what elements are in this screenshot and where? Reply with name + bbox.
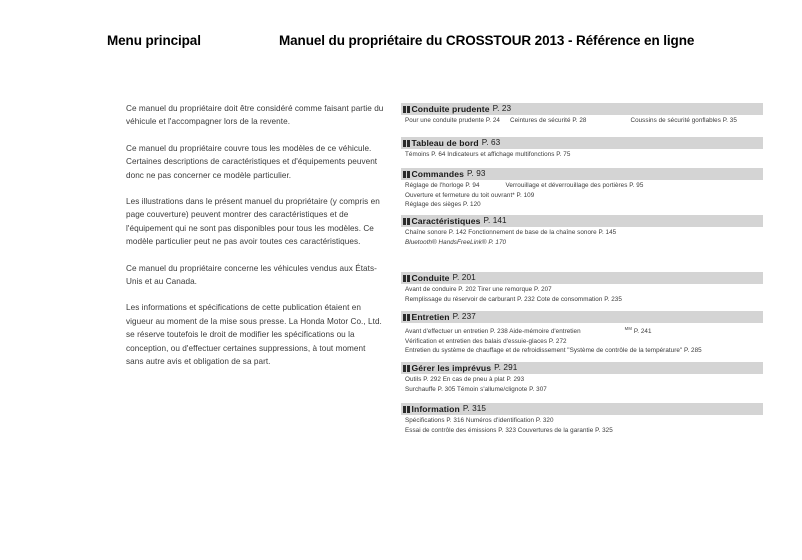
toc-subitem-row[interactable]	[405, 295, 763, 305]
toc-subitem-list	[401, 227, 763, 247]
toc-section-page: P. 291	[494, 363, 518, 372]
toc-section-title: Information	[411, 404, 460, 414]
toc-section[interactable]	[401, 103, 763, 126]
table-of-contents	[401, 103, 763, 443]
toc-section-title: Tableau de bord	[411, 138, 479, 148]
toc-subitem-label: Outils P. 292 En cas de pneu à plat P. 293	[405, 376, 525, 383]
toc-section-title: Conduite prudente	[411, 104, 490, 114]
section-marker-icon	[403, 106, 410, 113]
toc-subitem-label: Réglage des sièges P. 120	[405, 201, 481, 209]
toc-section[interactable]	[401, 403, 763, 435]
toc-subitem-row[interactable]	[405, 375, 763, 385]
maintenance-minder-icon: MM	[624, 326, 633, 331]
toc-subitem-row[interactable]	[405, 324, 763, 337]
toc-section-title: Entretien	[411, 312, 450, 322]
section-marker-icon	[403, 365, 410, 372]
toc-subitem-row[interactable]	[405, 150, 763, 160]
section-marker-icon	[403, 218, 410, 225]
intro-text-column	[126, 102, 384, 369]
toc-subitem-label: Remplissage du réservoir de carburant P. 232 Cote de consommation P. 235	[405, 295, 622, 303]
toc-subitem-label: Coussins de sécurité gonflables P. 35	[630, 117, 737, 124]
intro-paragraph: Les informations et spécifications de cette publication étaient en vigueur au moment de la mise sous presse. La Honda Motor Co., Ltd. se réserve toutefois le droit de modifier les spécifications ou la conception, ou d'effectuer certaines suppressions, à tout moment sans autre avis et obligation de sa part.	[126, 303, 382, 367]
page-header	[0, 33, 802, 55]
toc-section-page: P. 141	[483, 216, 507, 225]
toc-section-header[interactable]	[401, 168, 763, 180]
toc-subitem-label: Ouverture et fermeture du toit ouvrant* P. 109	[405, 191, 535, 199]
toc-section-header[interactable]	[401, 215, 763, 227]
intro-paragraph: Ce manuel du propriétaire couvre tous les modèles de ce véhicule. Certaines descriptions de caractéristiques et d'équipements peuvent donc ne pas concerner ce modèle particulier.	[126, 143, 378, 180]
toc-subitem-list	[401, 374, 763, 394]
section-marker-icon	[403, 171, 410, 178]
toc-subitem-row[interactable]	[405, 337, 763, 347]
toc-section-header[interactable]	[401, 403, 763, 415]
section-marker-icon	[403, 140, 410, 147]
toc-subitem-row[interactable]	[405, 228, 763, 238]
toc-subitem-label: Chaîne sonore P. 142 Fonctionnement de base de la chaîne sonore P. 145	[405, 229, 617, 236]
toc-section-header[interactable]	[401, 362, 763, 374]
toc-subitem-list	[401, 323, 763, 356]
section-marker-icon	[403, 314, 410, 321]
toc-subitem-label: Spécifications P. 316 Numéros d'identification P. 320	[405, 417, 554, 424]
toc-subitem-label: Entretien du système de chauffage et de refroidissement "Système de contrôle de la température" P. 285	[405, 347, 702, 355]
toc-section-title: Conduite	[411, 273, 450, 283]
toc-subitem-label: Surchauffe P. 305 Témoin s'allume/clignote P. 307	[405, 385, 547, 393]
toc-subitem-row[interactable]	[405, 346, 763, 356]
toc-section[interactable]	[401, 137, 763, 160]
toc-section-page: P. 315	[462, 404, 487, 413]
toc-section-title: Gérer les imprévus	[411, 363, 492, 373]
toc-subitem-row[interactable]	[405, 238, 763, 248]
toc-subitem-row[interactable]	[405, 416, 763, 426]
toc-subitem-label: P. 241	[632, 328, 652, 336]
section-marker-icon	[403, 406, 410, 413]
intro-paragraph: Ce manuel du propriétaire doit être considéré comme faisant partie du véhicule et l'accompagner lors de la revente.	[126, 104, 384, 127]
toc-section-header[interactable]	[401, 272, 763, 284]
toc-section[interactable]	[401, 311, 763, 356]
toc-subitem-label: Réglage de l'horloge P. 94	[405, 182, 480, 189]
toc-subitem-list	[401, 115, 763, 126]
toc-section-header[interactable]	[401, 103, 763, 115]
toc-subitem-row[interactable]	[405, 181, 763, 191]
toc-subitem-row[interactable]	[405, 385, 763, 395]
toc-subitem-label: Essai de contrôle des émissions P. 323 Couvertures de la garantie P. 325	[405, 426, 613, 434]
toc-section[interactable]	[401, 168, 763, 210]
toc-subitem-label: Bluetooth® HandsFreeLink® P. 170	[405, 238, 507, 246]
toc-section-header[interactable]	[401, 137, 763, 149]
toc-section[interactable]	[401, 362, 763, 394]
toc-subitem-list	[401, 415, 763, 435]
page-title-menu-principal: Menu principal	[107, 33, 201, 48]
toc-section-page: P. 237	[452, 312, 476, 321]
toc-section[interactable]	[401, 215, 763, 247]
toc-subitem-row[interactable]	[405, 200, 763, 210]
page-title-manual: Manuel du propriétaire du CROSSTOUR 2013 - Référence en ligne	[279, 33, 695, 48]
toc-subitem-list	[401, 149, 763, 160]
toc-subitem-row[interactable]	[405, 285, 763, 295]
toc-section-header[interactable]	[401, 311, 763, 323]
toc-subitem-label: Avant de conduire P. 202 Tirer une remorque P. 207	[405, 286, 552, 293]
toc-section[interactable]	[401, 272, 763, 304]
toc-section-title: Caractéristiques	[411, 216, 481, 226]
toc-subitem-label: Avant d'effectuer un entretien P. 238 Aide-mémoire d'entretien	[405, 328, 581, 336]
intro-paragraph: Les illustrations dans le présent manuel du propriétaire (y compris en page couverture) peuvent montrer des caractéristiques et de l'équipement qui ne sont pas disponibles pour tous les modèles. Ce modèle particulier peut ne pas avoir toutes ces caractéristiques.	[126, 197, 380, 247]
toc-subitem-row[interactable]	[405, 426, 763, 436]
toc-section-page: P. 23	[492, 104, 512, 113]
toc-subitem-label: Ceintures de sécurité P. 28	[509, 117, 587, 124]
toc-subitem-label: Témoins P. 64 Indicateurs et affichage multifonctions P. 75	[405, 151, 571, 158]
toc-subitem-label: Vérification et entretien des balais d'essuie-glaces P. 272	[405, 337, 567, 345]
toc-section-title: Commandes	[411, 169, 464, 179]
toc-subitem-row[interactable]	[405, 191, 763, 201]
toc-subitem-row[interactable]	[405, 116, 763, 126]
intro-paragraph: Ce manuel du propriétaire concerne les véhicules vendus aux États-Unis et au Canada.	[126, 263, 377, 287]
toc-section-page: P. 201	[452, 273, 476, 282]
toc-subitem-label: Verrouillage et déverrouillage des portières P. 95	[505, 182, 644, 189]
toc-section-page: P. 93	[466, 169, 486, 178]
toc-subitem-label: Pour une conduite prudente P. 24	[405, 117, 500, 124]
section-marker-icon	[403, 275, 410, 282]
toc-subitem-list	[401, 284, 763, 304]
toc-subitem-list	[401, 180, 763, 210]
toc-section-page: P. 63	[481, 138, 501, 147]
